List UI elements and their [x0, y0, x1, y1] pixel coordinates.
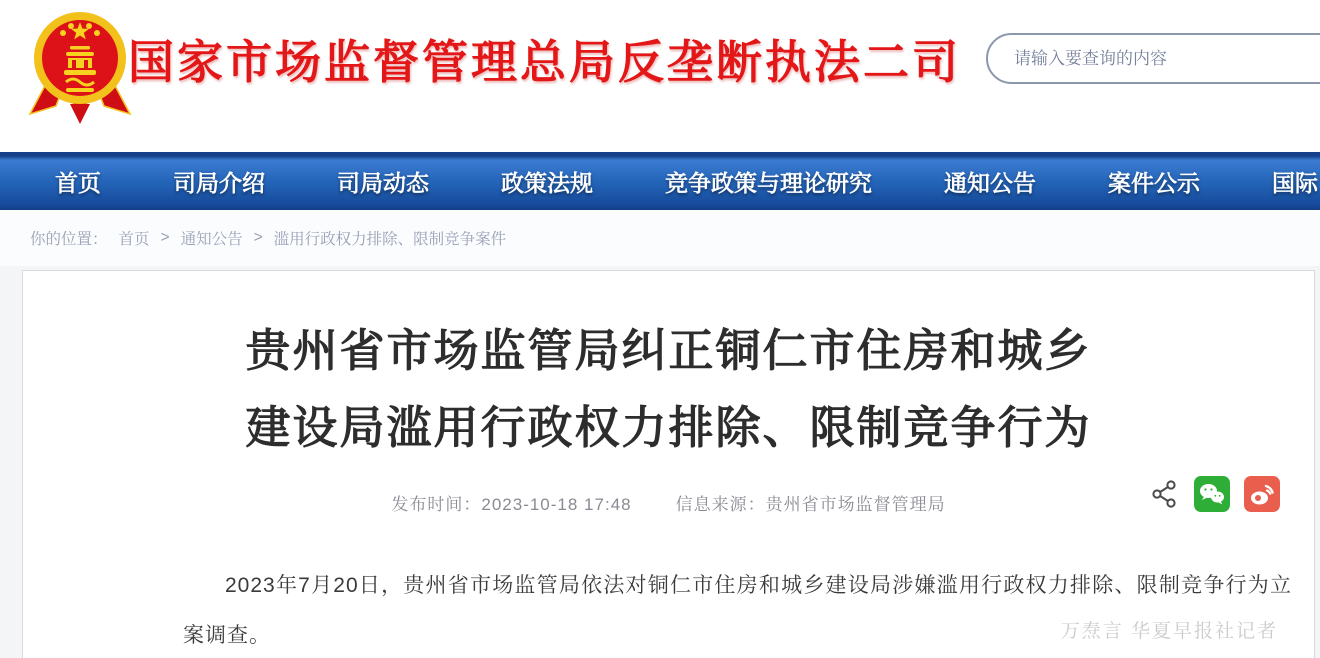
breadcrumb-item-home[interactable]: 首页 [118, 231, 150, 248]
breadcrumb-item-category[interactable]: 滥用行政权力排除、限制竞争案件 [273, 231, 507, 248]
breadcrumb [0, 210, 1320, 266]
article-title [23, 313, 1314, 466]
main-nav [0, 152, 1320, 210]
article-meta [23, 490, 1314, 515]
nav-item-case-publicity[interactable]: 案件公示 [1108, 169, 1200, 196]
share-row [1148, 476, 1280, 512]
article-title-line2: 建设局滥用行政权力排除、限制竞争行为 [245, 401, 1092, 453]
search-input[interactable] [986, 33, 1320, 84]
nav-item-policies[interactable]: 政策法规 [501, 169, 593, 196]
site-title: 国家市场监督管理总局反垄断执法二司 [128, 36, 961, 88]
breadcrumb-item-notices[interactable]: 通知公告 [180, 231, 243, 248]
breadcrumb-separator: > [160, 229, 170, 246]
article-card [22, 270, 1315, 658]
nav-item-bureau-intro[interactable]: 司局介绍 [173, 169, 265, 196]
source-label: 信息来源： [675, 495, 766, 514]
article-title-line1: 贵州省市场监管局纠正铜仁市住房和城乡 [245, 325, 1092, 376]
share-icon[interactable] [1148, 478, 1180, 510]
publish-time-label: 发布时间： [391, 495, 482, 514]
article-body: 2023年7月20日，贵州省市场监管局依法对铜仁市住房和城乡建设局涉嫌滥用行政权力排除、限制竞争行为立案调查。 [183, 574, 1292, 647]
publish-time-value: 2023-10-18 17:48 [481, 495, 632, 514]
breadcrumb-prefix: 你的位置： [30, 231, 108, 248]
source-value: 贵州省市场监督管理局 [765, 495, 946, 514]
site-header [0, 0, 1320, 152]
national-emblem-logo [26, 6, 134, 132]
nav-item-notices[interactable]: 通知公告 [944, 169, 1036, 196]
nav-item-international[interactable]: 国际 [1272, 169, 1318, 196]
nav-item-competition-research[interactable]: 竞争政策与理论研究 [665, 169, 872, 196]
watermark: 万焘言 华夏早报社记者 [1060, 621, 1278, 642]
wechat-icon[interactable] [1194, 476, 1230, 512]
breadcrumb-separator: > [253, 229, 263, 246]
main-content [0, 266, 1320, 658]
weibo-icon[interactable] [1244, 476, 1280, 512]
nav-item-home[interactable]: 首页 [55, 169, 101, 196]
nav-item-bureau-news[interactable]: 司局动态 [337, 169, 429, 196]
